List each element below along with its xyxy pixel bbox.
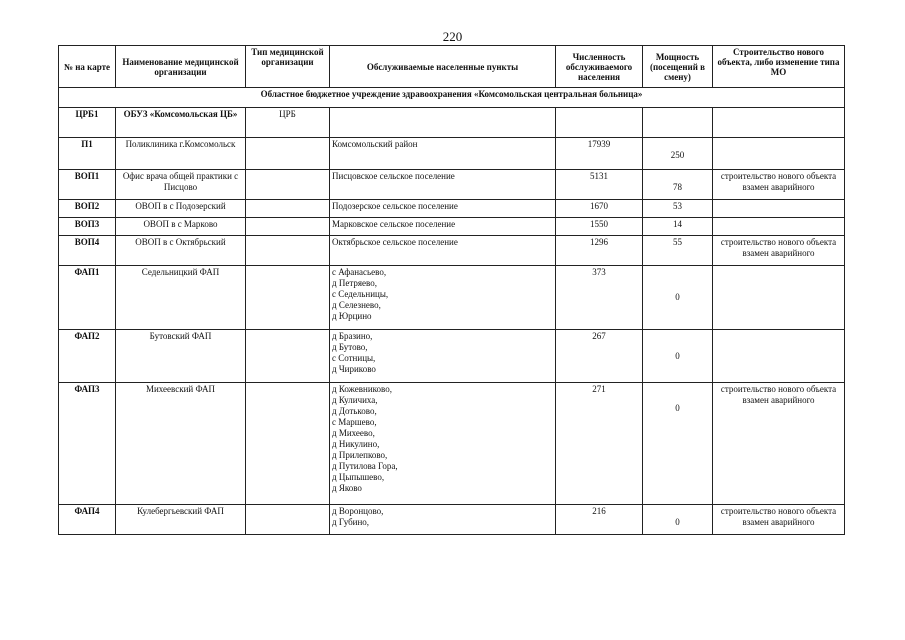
row-name: Кулебергьевский ФАП <box>116 505 246 535</box>
table-row <box>59 200 845 218</box>
settlement-item: Писцовское сельское поселение <box>332 171 455 181</box>
row-settlements <box>330 383 556 505</box>
header-capacity: Мощность (посещений в смену) <box>643 46 713 88</box>
row-type <box>246 236 330 266</box>
row-num: ЦРБ1 <box>59 108 116 138</box>
row-construction <box>713 108 845 138</box>
row-settlements <box>330 236 556 266</box>
row-type <box>246 266 330 330</box>
settlement-item: с Афанасьево, <box>332 267 387 277</box>
settlement-item: д Бразино, <box>332 331 373 341</box>
section-title-row <box>59 88 845 108</box>
row-num: ФАП1 <box>59 266 116 330</box>
settlement-item: Марковское сельское поселение <box>332 219 456 229</box>
settlement-item: д Путилова Гора, <box>332 461 398 471</box>
row-construction <box>713 138 845 170</box>
row-name: ОВОП в с Марково <box>116 218 246 236</box>
settlement-item: д Кожевниково, <box>332 384 392 394</box>
row-name: Седельницкий ФАП <box>116 266 246 330</box>
row-capacity: 0 <box>643 505 713 535</box>
row-capacity: 14 <box>643 218 713 236</box>
row-name: Поликлиника г.Комсомольск <box>116 138 246 170</box>
row-name: Бутовский ФАП <box>116 330 246 383</box>
row-settlements <box>330 218 556 236</box>
settlement-item: Подозерское сельское поселение <box>332 201 458 211</box>
header-type: Тип медицинской организации <box>246 46 330 88</box>
row-population: 271 <box>556 383 643 505</box>
row-population: 1550 <box>556 218 643 236</box>
table-row <box>59 383 845 505</box>
settlement-item: д Дотьково, <box>332 406 377 416</box>
row-construction <box>713 218 845 236</box>
settlement-item: с Седельницы, <box>332 289 389 299</box>
settlement-item: д Петряево, <box>332 278 377 288</box>
settlement-item: Комсомольский район <box>332 139 418 149</box>
row-num: ВОП1 <box>59 170 116 200</box>
settlement-item: д Воронцово, <box>332 506 384 516</box>
settlement-item: д Прилепково, <box>332 450 388 460</box>
row-type <box>246 505 330 535</box>
row-type <box>246 383 330 505</box>
row-num: ВОП4 <box>59 236 116 266</box>
row-name: ОВОП в с Подозерский <box>116 200 246 218</box>
row-capacity: 78 <box>643 170 713 200</box>
section-title: Областное бюджетное учреждение здравоохранения «Комсомольская центральная больница» <box>59 88 845 108</box>
row-num: ФАП4 <box>59 505 116 535</box>
row-population: 1296 <box>556 236 643 266</box>
row-population: 17939 <box>556 138 643 170</box>
settlement-item: д Цыпышево, <box>332 472 385 482</box>
row-type <box>246 218 330 236</box>
row-population: 1670 <box>556 200 643 218</box>
row-name: ОВОП в с Октябрьский <box>116 236 246 266</box>
row-population: 373 <box>556 266 643 330</box>
row-settlements <box>330 170 556 200</box>
row-population: 216 <box>556 505 643 535</box>
row-type: ЦРБ <box>246 108 330 138</box>
row-capacity <box>643 108 713 138</box>
settlement-item: д Михеево, <box>332 428 375 438</box>
settlement-item: с Сотницы, <box>332 353 376 363</box>
row-construction <box>713 330 845 383</box>
settlement-item: д Селезнево, <box>332 300 381 310</box>
row-num: ВОП3 <box>59 218 116 236</box>
row-construction: строительство нового объекта взамен аварийного <box>713 236 845 266</box>
settlement-item: д Чириково <box>332 364 376 374</box>
table-row <box>59 170 845 200</box>
table-row <box>59 330 845 383</box>
header-name: Наименование медицинской организации <box>116 46 246 88</box>
row-population: 5131 <box>556 170 643 200</box>
settlement-item: д Юрцино <box>332 311 372 321</box>
row-type <box>246 330 330 383</box>
row-settlements <box>330 266 556 330</box>
header-settlements: Обслуживаемые населенные пункты <box>330 46 556 88</box>
row-settlements <box>330 330 556 383</box>
row-settlements <box>330 108 556 138</box>
row-num: П1 <box>59 138 116 170</box>
row-name: Михеевский ФАП <box>116 383 246 505</box>
facilities-table <box>58 45 845 535</box>
row-type <box>246 170 330 200</box>
row-type <box>246 138 330 170</box>
header-num: № на карте <box>59 46 116 88</box>
row-capacity: 0 <box>643 266 713 330</box>
row-num: ВОП2 <box>59 200 116 218</box>
row-settlements <box>330 138 556 170</box>
row-name: Офис врача общей практики с Писцово <box>116 170 246 200</box>
row-name: ОБУЗ «Комсомольская ЦБ» <box>116 108 246 138</box>
row-capacity: 0 <box>643 383 713 505</box>
settlement-item: д Губино, <box>332 517 370 527</box>
header-construction: Строительство нового объекта, либо изменение типа МО <box>713 46 845 88</box>
table-row <box>59 236 845 266</box>
row-construction <box>713 200 845 218</box>
row-construction: строительство нового объекта взамен аварийного <box>713 505 845 535</box>
row-num: ФАП2 <box>59 330 116 383</box>
row-construction <box>713 266 845 330</box>
table-header-row <box>59 46 845 88</box>
row-capacity: 55 <box>643 236 713 266</box>
row-population: 267 <box>556 330 643 383</box>
header-population: Численность обслуживаемого населения <box>556 46 643 88</box>
row-capacity: 250 <box>643 138 713 170</box>
row-settlements <box>330 505 556 535</box>
settlement-item: д Куличиха, <box>332 395 378 405</box>
table-row <box>59 108 845 138</box>
row-construction: строительство нового объекта взамен аварийного <box>713 170 845 200</box>
table-row <box>59 505 845 535</box>
settlement-item: д Яково <box>332 483 362 493</box>
settlement-item: д Бутово, <box>332 342 368 352</box>
row-settlements <box>330 200 556 218</box>
page-number: 220 <box>442 29 463 44</box>
table-row <box>59 138 845 170</box>
row-capacity: 53 <box>643 200 713 218</box>
row-construction: строительство нового объекта взамен аварийного <box>713 383 845 505</box>
table-row <box>59 218 845 236</box>
settlement-item: д Никулино, <box>332 439 380 449</box>
row-population <box>556 108 643 138</box>
row-capacity: 0 <box>643 330 713 383</box>
settlement-item: Октябрьское сельское поселение <box>332 237 458 247</box>
table-row <box>59 266 845 330</box>
row-type <box>246 200 330 218</box>
row-num: ФАП3 <box>59 383 116 505</box>
settlement-item: с Маршево, <box>332 417 377 427</box>
